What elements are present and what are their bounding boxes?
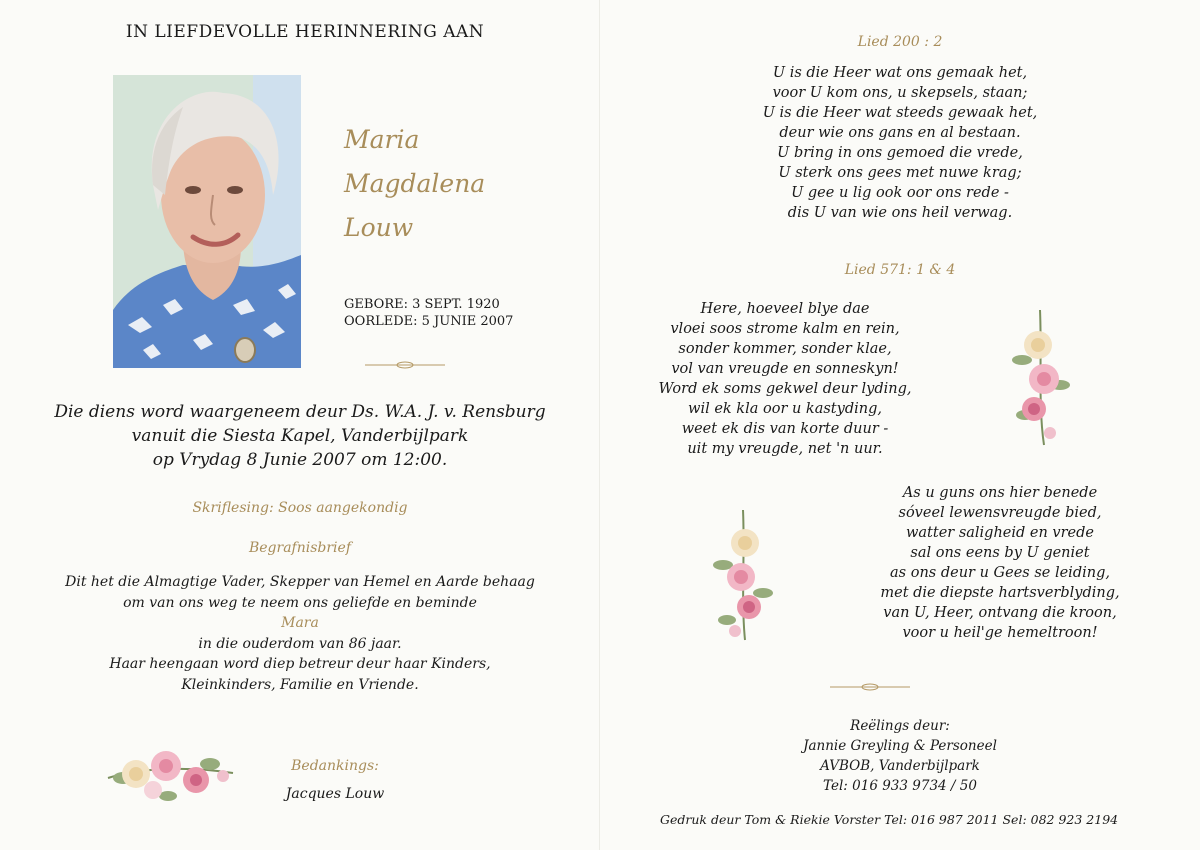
hymn-line: sóveel lewensvreugde bied, xyxy=(898,505,1102,521)
life-dates xyxy=(344,296,513,330)
ornament-divider xyxy=(365,361,445,369)
rose-spray-icon xyxy=(705,505,785,645)
memorial-header xyxy=(0,22,600,42)
hymn1-title: Lied 200 : 2 xyxy=(857,34,943,50)
letter-line: Haar heengaan word diep betreur deur haar Kinders, xyxy=(109,656,491,672)
arrangements-line: Tel: 016 933 9734 / 50 xyxy=(823,778,977,794)
right-panel xyxy=(600,0,1200,850)
hymn-line: weet ek dis van korte duur - xyxy=(681,421,889,437)
hymn-line: sal ons eens by U geniet xyxy=(910,545,1090,561)
service-details xyxy=(0,400,600,472)
arrangements-line: Reëlings deur: xyxy=(850,718,950,734)
hymn-line: deur wie ons gans en al bestaan. xyxy=(779,125,1021,141)
letter-line: in die ouderdom van 86 jaar. xyxy=(198,635,402,652)
arrangements-line: AVBOB, Vanderbijlpark xyxy=(820,758,980,774)
hymn-line: uit my vreugde, net 'n uur. xyxy=(687,441,883,457)
portrait-photo xyxy=(113,75,301,368)
hymn-line: U bring in ons gemoed die vrede, xyxy=(777,145,1023,161)
ornament-divider xyxy=(830,683,910,691)
hymn-line: U gee u lig ook oor ons rede - xyxy=(791,185,1009,201)
hymn-line: watter saligheid en vrede xyxy=(905,525,1095,541)
hymn-line: wil ek kla oor u kastyding, xyxy=(688,401,882,417)
letter-line: Dit het die Almagtige Vader, Skepper van Hemel en Aarde behaag xyxy=(65,574,535,590)
hymn-line: U is die Heer wat steeds gewaak het, xyxy=(762,105,1038,121)
hymn-line: U is die Heer wat ons gemaak het, xyxy=(772,65,1028,81)
acknowledgements-name: Jacques Louw xyxy=(285,786,385,802)
portrait-illustration xyxy=(113,75,301,368)
letter-line: om van ons weg te neem ons geliefde en beminde xyxy=(123,594,477,611)
funeral-letter xyxy=(0,572,600,695)
arrangements-line: Jannie Greyling & Personeel xyxy=(803,738,997,754)
hymn-line: sonder kommer, sonder klae, xyxy=(678,341,892,357)
name-middle: Magdalena xyxy=(344,169,486,198)
funeral-letter-heading: Begrafnisbrief xyxy=(248,540,352,556)
hymn1-verse xyxy=(600,63,1200,223)
acknowledgements-heading: Bedankings: xyxy=(291,758,379,774)
deceased-name xyxy=(344,118,485,250)
service-line: Die diens word waargeneem deur Ds. W.A. J. v. Rensburg xyxy=(54,402,546,422)
printer-credit: Gedruk deur Tom & Riekie Vorster Tel: 016 987 2011 Sel: 082 923 2194 xyxy=(660,812,1119,827)
hymn-line: dis U van wie ons heil verwag. xyxy=(787,205,1013,221)
scripture-reading: Skriflesing: Soos aangekondig xyxy=(192,500,408,516)
rose-bouquet-icon xyxy=(98,738,238,810)
hymn-line: Here, hoeveel blye dae xyxy=(700,301,870,317)
arrangements xyxy=(600,716,1200,796)
died-date: OORLEDE: 5 JUNIE 2007 xyxy=(344,314,514,329)
letter-name: Mara xyxy=(281,615,319,631)
service-line: vanuit die Siesta Kapel, Vanderbijlpark xyxy=(131,426,469,446)
letter-line: Kleinkinders, Familie en Vriende. xyxy=(181,676,419,693)
hymn-line: voor U kom ons, u skepsels, staan; xyxy=(772,85,1028,101)
service-line: op Vrydag 8 Junie 2007 om 12:00. xyxy=(152,450,448,470)
hymn-line: as ons deur u Gees se leiding, xyxy=(890,565,1110,581)
hymn-line: van U, Heer, ontvang die kroon, xyxy=(883,605,1117,621)
hymn-line: vloei soos strome kalm en rein, xyxy=(670,321,900,337)
name-last: Louw xyxy=(344,213,414,242)
hymn2-verse4 xyxy=(850,483,1150,643)
hymn-line: Word ek soms gekwel deur lyding, xyxy=(658,381,912,397)
hymn-line: vol van vreugde en sonneskyn! xyxy=(671,361,899,377)
hymn-line: U sterk ons gees met nuwe krag; xyxy=(778,165,1022,181)
hymn-line: met die diepste hartsverblyding, xyxy=(880,585,1120,601)
hymn-line: As u guns ons hier benede xyxy=(902,485,1098,501)
hymn2-title: Lied 571: 1 & 4 xyxy=(844,262,956,278)
name-first: Maria xyxy=(344,125,420,154)
hymn-line: voor u heil'ge hemeltroon! xyxy=(902,625,1098,641)
born-date: GEBORE: 3 SEPT. 1920 xyxy=(344,297,500,312)
header-line: IN LIEFDEVOLLE HERINNERING AAN xyxy=(125,22,485,42)
hymn2-verse1 xyxy=(655,299,915,459)
rose-spray-icon xyxy=(1000,305,1080,450)
